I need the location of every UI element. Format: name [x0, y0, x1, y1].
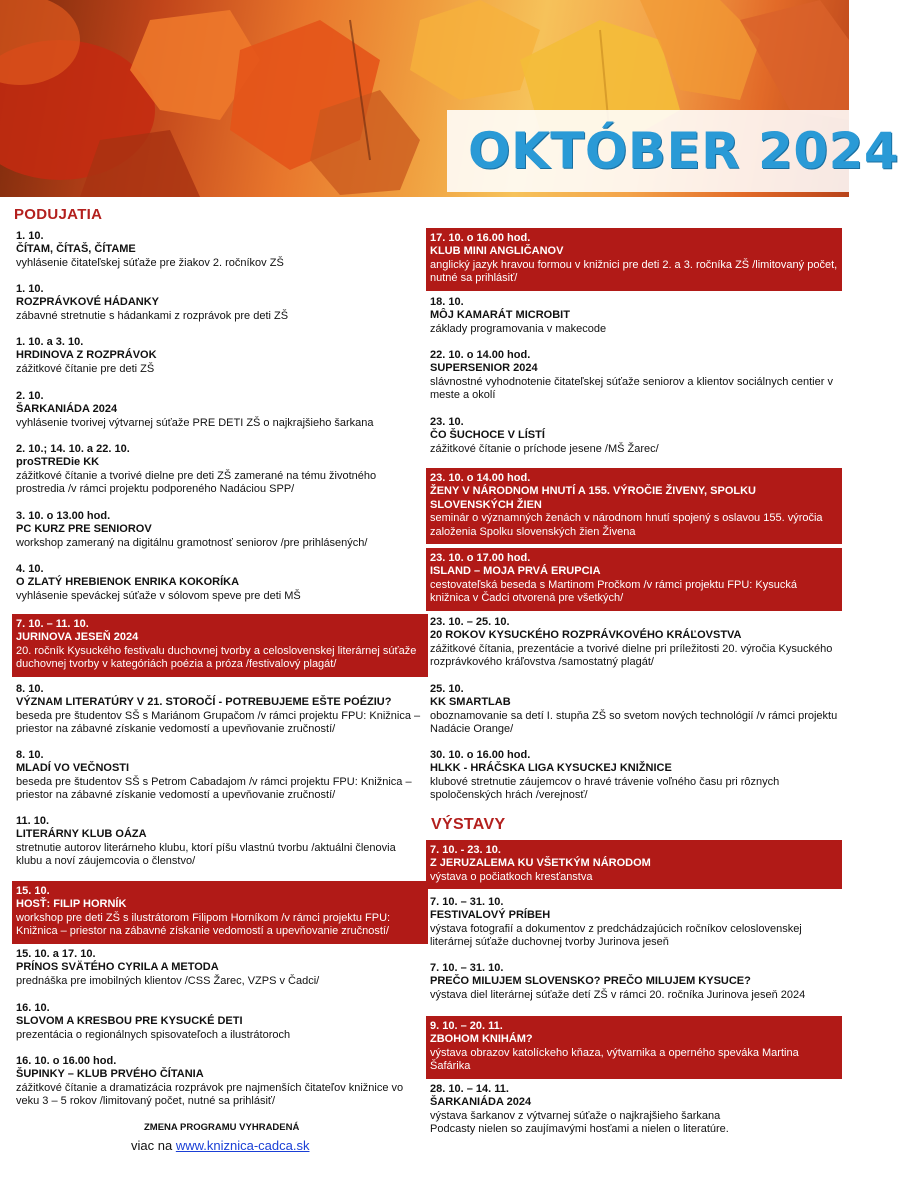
- event-date: 25. 10.: [430, 683, 464, 695]
- website-line: [131, 1138, 309, 1153]
- event-title: HRDINOVA Z ROZPRÁVOK: [16, 349, 157, 362]
- event-item: [426, 683, 838, 737]
- event-title: LITERÁRNY KLUB OÁZA: [16, 828, 147, 841]
- event-item: [12, 749, 424, 803]
- event-description: oboznamovanie sa detí I. stupňa ZŠ so svetom nových technológií /v rámci projektu Nadácie Orange/: [430, 709, 838, 736]
- event-item: [12, 683, 424, 737]
- event-date: 11. 10.: [16, 815, 50, 827]
- page-title: OKTÓBER 2024: [468, 122, 899, 180]
- event-title: SUPERSENIOR 2024: [430, 362, 538, 375]
- event-item: [12, 614, 428, 677]
- event-description: výstava obrazov katolíckeho kňaza, výtvarnika a operného speváka Martina Šafárika: [430, 1046, 799, 1073]
- event-title: 20 ROKOV KYSUCKÉHO ROZPRÁVKOVÉHO KRÁĽOVSTVA: [430, 629, 742, 642]
- event-title: PC KURZ PRE SENIOROV: [16, 523, 152, 536]
- event-date: 3. 10. o 13.00 hod.: [16, 510, 111, 522]
- event-title: ŠUPINKY – KLUB PRVÉHO ČÍTANIA: [16, 1068, 204, 1081]
- event-title: ISLAND – MOJA PRVÁ ERUPCIA: [430, 565, 601, 578]
- event-description: seminár o významných ženách v národnom hnutí spojený s oslavou 155. výročia založenia Spolku slovenských žien Živena: [430, 512, 823, 538]
- event-date: 15. 10.: [16, 885, 50, 897]
- event-description: zážitkové čítania, prezentácie a tvorivé dielne pri príležitosti 20. výročia Kysuckého rozprávkového kráľovstva /samostatný plagát/: [430, 642, 833, 669]
- event-description: prednáška pre imobilných klientov /CSS Žarec, VZPS v Čadci/: [16, 974, 320, 987]
- event-date: 7. 10. – 31. 10.: [430, 896, 504, 908]
- event-description: klubové stretnutie záujemcov o hravé trávenie voľného času pri rôznych spoločenských hrách /verejnosť/: [430, 775, 780, 802]
- event-title: MLADÍ VO VEČNOSTI: [16, 762, 130, 775]
- event-item: [426, 548, 842, 611]
- event-title: ŽENY V NÁRODNOM HNUTÍ A 155. VÝROČIE ŽIVENY, SPOLKU SLOVENSKÝCH ŽIEN: [430, 485, 756, 511]
- event-title: ČO ŠUCHOCE V LÍSTÍ: [430, 429, 545, 442]
- event-date: 4. 10.: [16, 563, 44, 575]
- event-date: 16. 10.: [16, 1002, 50, 1014]
- event-item: [12, 948, 424, 988]
- event-description: slávnostné vyhodnotenie čitateľskej súťaže seniorov a klientov sociálnych centier v meste a okolí: [430, 375, 833, 402]
- event-date: 23. 10.: [430, 416, 464, 428]
- event-description: zážitkové čítanie a tvorivé dielne pre deti ZŠ zamerané na tému životného prostredia /v rámci projektu podporeného Nadáciou SPP/: [16, 469, 377, 496]
- event-date: 23. 10. o 17.00 hod.: [430, 552, 531, 564]
- event-date: 17. 10. o 16.00 hod.: [430, 232, 531, 244]
- event-description: základy programovania v makecode: [430, 322, 607, 335]
- event-description: zábavné stretnutie s hádankami z rozprávok pre deti ZŠ: [16, 309, 289, 322]
- event-date: 23. 10. o 14.00 hod.: [430, 472, 531, 484]
- event-date: 7. 10. - 23. 10.: [430, 844, 501, 856]
- event-title: HLKK - HRÁČSKA LIGA KYSUCKEJ KNIŽNICE: [430, 762, 672, 775]
- event-description: anglický jazyk hravou formou v knižnici pre deti 2. a 3. ročníka ZŠ /limitovaný počet, nutné sa prihlásiť/: [430, 258, 838, 285]
- event-item: [426, 296, 838, 336]
- event-description: workshop pre deti ZŠ s ilustrátorom Filipom Horníkom /v rámci projektu FPU: Knižnica – priestor na zábavné získanie vedomostí a upevňovanie zručností/: [16, 911, 391, 938]
- events-heading: PODUJATIA: [14, 206, 103, 223]
- exhibition-item: [426, 1083, 838, 1137]
- event-title: proSTREDie KK: [16, 456, 100, 469]
- exhibition-item: [426, 1016, 842, 1079]
- event-item: [12, 881, 428, 944]
- event-item: [12, 336, 424, 376]
- event-title: ROZPRÁVKOVÉ HÁDANKY: [16, 296, 160, 309]
- event-title: MÔJ KAMARÁT MICROBIT: [430, 309, 570, 322]
- event-date: 15. 10. a 17. 10.: [16, 948, 96, 960]
- event-item: [12, 815, 424, 869]
- event-title: JURINOVA JESEŇ 2024: [16, 631, 139, 644]
- event-title: HOSŤ: FILIP HORNÍK: [16, 898, 127, 911]
- website-prefix: viac na: [131, 1138, 173, 1153]
- event-title: Z JERUZALEMA KU VŠETKÝM NÁRODOM: [430, 857, 651, 870]
- exhibition-item: [426, 840, 842, 889]
- event-description: cestovateľská beseda s Martinom Pročkom /v rámci projektu FPU: Kysucká knižnica v Čadci otvorená pre všetkých/: [430, 578, 797, 605]
- event-description: beseda pre študentov SŠ s Petrom Cabadajom /v rámci projektu FPU: Knižnica – priestor na zábavné získanie vedomostí a upevňovanie zručností/: [16, 775, 412, 802]
- program-change-note: ZMENA PROGRAMU VYHRADENÁ: [144, 1122, 300, 1133]
- event-description: prezentácia o regionálnych spisovateľoch a ilustrátoroch: [16, 1028, 291, 1041]
- event-title: ZBOHOM KNIHÁM?: [430, 1033, 533, 1046]
- event-item: [426, 228, 842, 291]
- event-item: [426, 749, 838, 803]
- event-description: výstava fotografií a dokumentov z predchádzajúcich ročníkov celoslovenskej literárnej súťaže duchovnej tvorby Jurinova jeseň: [430, 922, 802, 949]
- event-title: ČÍTAM, ČÍTAŠ, ČÍTAME: [16, 243, 136, 256]
- event-item: [12, 390, 424, 430]
- event-description: 20. ročník Kysuckého festivalu duchovnej tvorby a celoslovenskej literárnej súťaže duchovnej tvorby v kategóriách poézia a próza /festivalový plagát/: [16, 644, 417, 671]
- event-title: SLOVOM A KRESBOU PRE KYSUCKÉ DETI: [16, 1015, 243, 1028]
- event-title: KK SMARTLAB: [430, 696, 511, 709]
- event-date: 7. 10. – 11. 10.: [16, 618, 89, 630]
- event-title: ŠARKANIÁDA 2024: [430, 1096, 532, 1109]
- event-title: PRÍNOS SVÄTÉHO CYRILA A METODA: [16, 961, 219, 974]
- event-item: [12, 1055, 424, 1109]
- event-title: O ZLATÝ HREBIENOK ENRIKA KOKORÍKA: [16, 576, 240, 589]
- event-title: ŠARKANIÁDA 2024: [16, 403, 118, 416]
- event-description: zážitkové čítanie o príchode jesene /MŠ Žarec/: [430, 442, 659, 455]
- event-description: workshop zameraný na digitálnu gramotnosť seniorov /pre prihlásených/: [16, 536, 368, 549]
- event-item: [12, 230, 424, 270]
- event-item: [12, 563, 424, 603]
- event-date: 16. 10. o 16.00 hod.: [16, 1055, 117, 1067]
- event-date: 8. 10.: [16, 683, 44, 695]
- event-description: vyhlásenie speváckej súťaže v sólovom speve pre deti MŠ: [16, 589, 301, 602]
- event-description: výstava diel literárnej súťaže detí ZŠ v rámci 20. ročníka Jurinova jeseň 2024: [430, 988, 806, 1001]
- event-title: KLUB MINI ANGLIČANOV: [430, 245, 564, 258]
- event-description: vyhlásenie čitateľskej súťaže pre žiakov 2. ročníkov ZŠ: [16, 256, 284, 269]
- website-link[interactable]: www.kniznica-cadca.sk: [175, 1138, 310, 1153]
- event-description: vyhlásenie tvorivej výtvarnej súťaže PRE DETI ZŠ o najkrajšieho šarkana: [16, 416, 374, 429]
- event-item: [12, 510, 424, 550]
- event-item: [12, 443, 424, 497]
- event-item: [12, 1002, 424, 1042]
- event-date: 1. 10. a 3. 10.: [16, 336, 84, 348]
- event-date: 1. 10.: [16, 283, 44, 295]
- event-date: 23. 10. – 25. 10.: [430, 616, 510, 628]
- event-date: 1. 10.: [16, 230, 44, 242]
- event-date: 18. 10.: [430, 296, 464, 308]
- event-title: PREČO MILUJEM SLOVENSKO? PREČO MILUJEM KYSUCE?: [430, 975, 751, 988]
- event-title: VÝZNAM LITERATÚRY V 21. STOROČÍ - POTREBUJEME EŠTE POÉZIU?: [16, 696, 392, 709]
- event-item: [12, 283, 424, 323]
- event-description: zážitkové čítanie pre deti ZŠ: [16, 362, 155, 375]
- event-description: beseda pre študentov SŠ s Mariánom Grupačom /v rámci projektu FPU: Knižnica – priestor na zábavné získanie vedomostí a upevňovanie zručností/: [16, 709, 421, 736]
- event-description: stretnutie autorov literárneho klubu, ktorí píšu vlastnú tvorbu /aktuálni členovia klubu a noví záujemcovia o členstvo/: [16, 841, 396, 868]
- exhibitions-heading: VÝSTAVY: [431, 816, 506, 833]
- exhibition-item: [426, 896, 838, 950]
- event-description: výstava šarkanov z výtvarnej súťaže o najkrajšieho šarkana Podcasty nielen so zaujímavými hosťami a nielen o literatúre.: [430, 1109, 729, 1136]
- event-date: 9. 10. – 20. 11.: [430, 1020, 503, 1032]
- exhibition-item: [426, 962, 838, 1002]
- event-description: zážitkové čítanie a dramatizácia rozprávok pre najmenších čitateľov knižnice vo veku 3 – 5 rokov /limitovaný počet, nutné sa prihlásiť/: [16, 1081, 404, 1108]
- event-date: 2. 10.; 14. 10. a 22. 10.: [16, 443, 130, 455]
- event-item: [426, 416, 838, 456]
- event-date: 22. 10. o 14.00 hod.: [430, 349, 531, 361]
- event-title: FESTIVALOVÝ PRÍBEH: [430, 909, 551, 922]
- event-date: 8. 10.: [16, 749, 44, 761]
- event-date: 2. 10.: [16, 390, 44, 402]
- event-item: [426, 349, 838, 403]
- event-date: 7. 10. – 31. 10.: [430, 962, 504, 974]
- event-item: [426, 468, 842, 544]
- event-date: 28. 10. – 14. 11.: [430, 1083, 509, 1095]
- event-description: výstava o počiatkoch kresťanstva: [430, 870, 593, 883]
- event-item: [426, 616, 838, 670]
- event-date: 30. 10. o 16.00 hod.: [430, 749, 531, 761]
